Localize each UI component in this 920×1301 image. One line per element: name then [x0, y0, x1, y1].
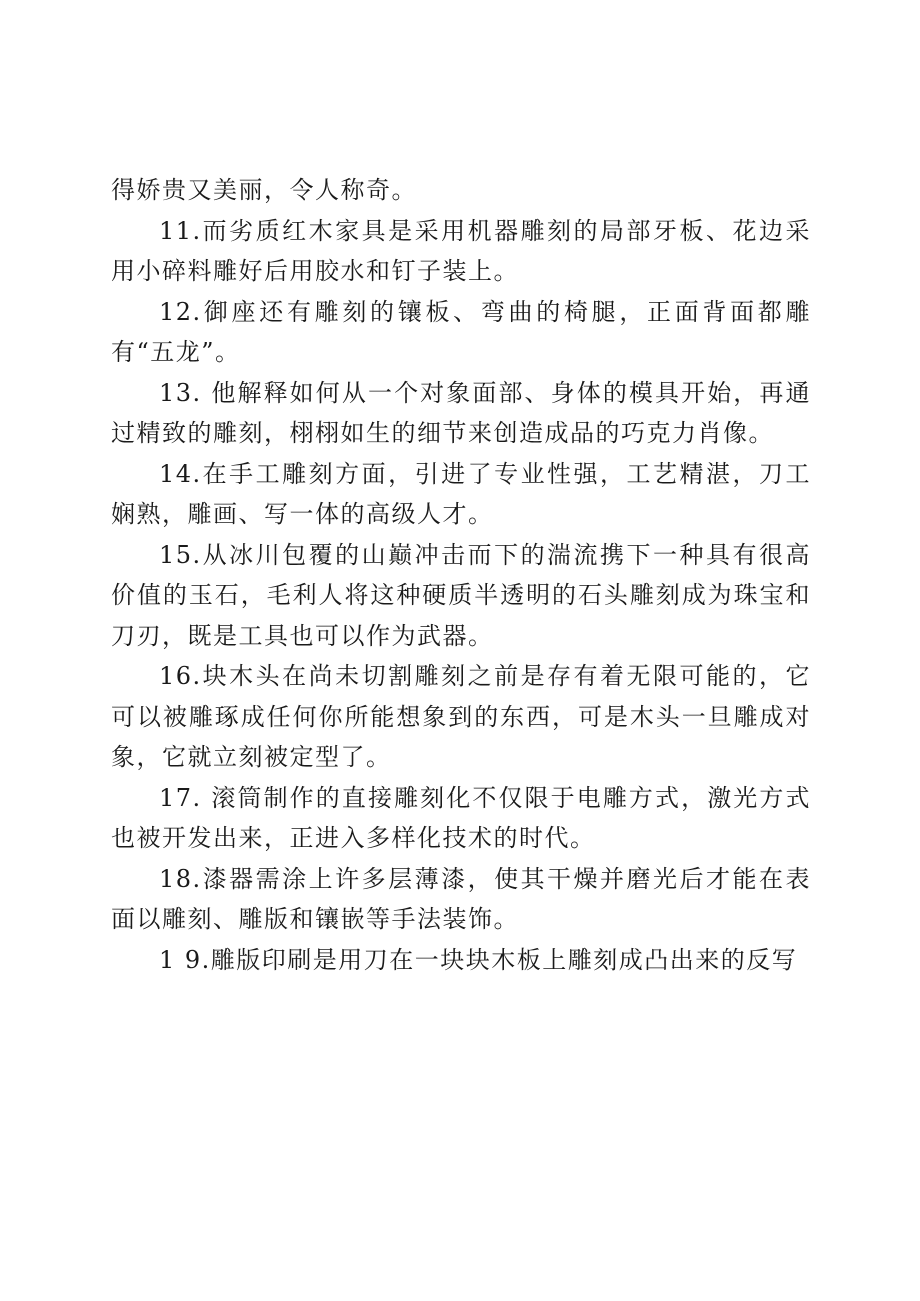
paragraph-item-17: 17. 滚筒制作的直接雕刻化不仅限于电雕方式，激光方式也被开发出来，正进入多样化技术的时代。 — [111, 783, 811, 852]
paragraph-item-11: 11.而劣质红木家具是采用机器雕刻的局部牙板、花边采用小碎料雕好后用胶水和钉子装上。 — [111, 216, 811, 285]
paragraph-item-18: 18.漆器需涂上许多层薄漆，使其干燥并磨光后才能在表面以雕刻、雕版和镶嵌等手法装饰。 — [111, 864, 811, 933]
paragraph-item-16: 16.块木头在尚未切割雕刻之前是存有着无限可能的，它可以被雕琢成任何你所能想象到的东西，可是木头一旦雕成对象，它就立刻被定型了。 — [111, 662, 811, 771]
paragraph-item-14: 14.在手工雕刻方面，引进了专业性强，工艺精湛，刀工娴熟，雕画、写一体的高级人才。 — [111, 459, 811, 528]
paragraph-item-13: 13. 他解释如何从一个对象面部、身体的模具开始，再通过精致的雕刻，栩栩如生的细节来创造成品的巧克力肖像。 — [111, 378, 811, 447]
paragraph-item-15: 15.从冰川包覆的山巅冲击而下的湍流携下一种具有很高价值的玉石，毛利人将这种硬质半透明的石头雕刻成为珠宝和刀刃，既是工具也可以作为武器。 — [111, 540, 811, 650]
paragraph-item-19: 1 9.雕版印刷是用刀在一块块木板上雕刻成凸出来的反写 — [159, 945, 798, 974]
document-body — [111, 170, 811, 980]
paragraph-item-12: 12.御座还有雕刻的镶板、弯曲的椅腿，正面背面都雕有“五龙”。 — [111, 297, 811, 366]
paragraph-continuation: 得娇贵又美丽，令人称奇。 — [111, 176, 417, 204]
